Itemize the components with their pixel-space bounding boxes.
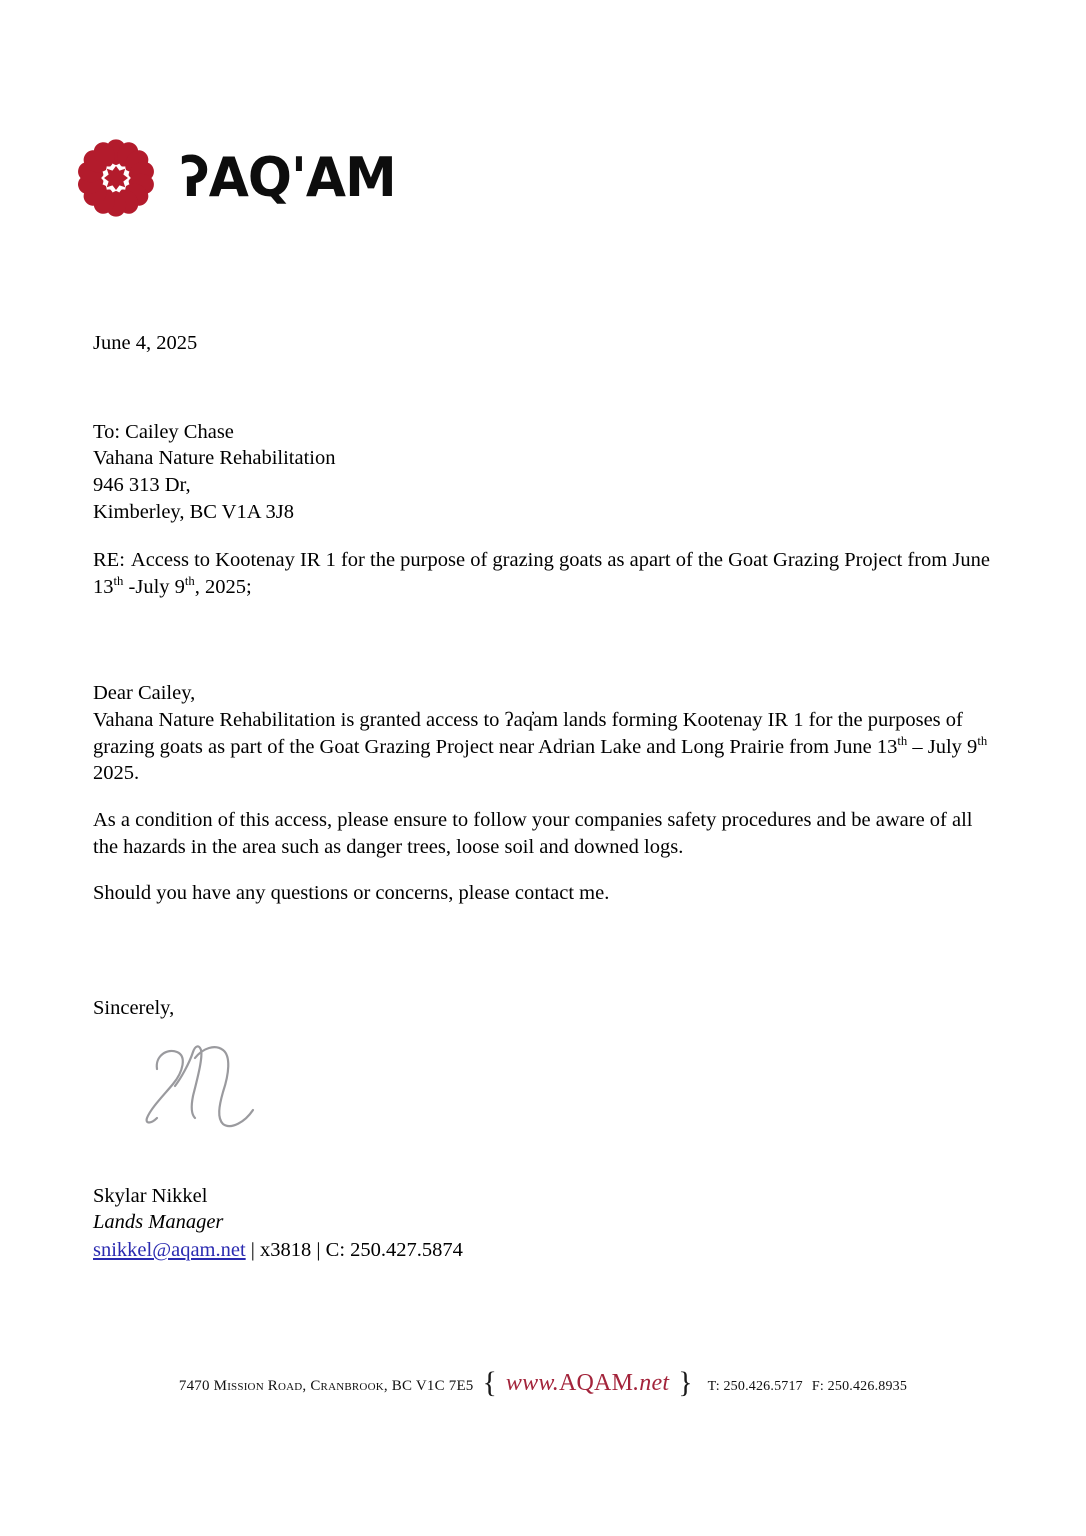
paragraph1-part1: Vahana Nature Rehabilitation is granted access to ʔaq̓am lands forming Kootenay IR 1 for the purposes of grazing goats as part of the Goat Grazing Project near Adrian Lake and Long Prairie from June 13 <box>93 709 963 758</box>
handwritten-signature-icon <box>137 1034 287 1139</box>
contact-separator-1: | <box>245 1238 261 1261</box>
aqam-flower-logo-icon <box>70 132 162 224</box>
footer-fax: F: 250.426.8935 <box>811 1379 908 1394</box>
body-paragraph-2: As a condition of this access, please ensure to follow your companies safety procedures and be aware of all the hazards in the area such as danger trees, loose soil and downed logs. <box>93 809 973 858</box>
re-text-part1: Access to Kootenay IR 1 for the purpose of grazing goats as apart of the Goat Grazing Project from June 13 <box>93 549 990 598</box>
paragraph1-superscript-2: th <box>977 733 988 748</box>
salutation: Dear Cailey, <box>93 682 196 705</box>
closing-line: Sincerely, <box>93 996 175 1019</box>
re-text-part3: , 2025; <box>194 575 252 598</box>
contact-separator-2: | <box>311 1238 326 1261</box>
signer-extension: x3818 <box>260 1238 312 1261</box>
letterhead <box>70 132 405 224</box>
re-text-part2: -July 9 <box>123 575 185 598</box>
signature-block <box>93 1183 996 1264</box>
url-tld: .net <box>633 1370 670 1396</box>
signer-email-link[interactable]: snikkel@aqam.net <box>93 1238 246 1261</box>
recipient-organization: Vahana Nature Rehabilitation <box>93 447 336 470</box>
body-paragraph-1 <box>93 707 996 787</box>
re-label: RE: <box>93 549 125 572</box>
footer-contact-numbers <box>708 1379 907 1395</box>
paragraph1-part3: 2025. <box>93 762 140 785</box>
signer-cell: C: 250.427.5874 <box>325 1238 463 1261</box>
page-footer: 7470 Mission Road, Cranbrook, BC V1C 7E5 { www.AQAM.net } T: 250.426.5717 F: 250.426.8935 <box>178 1366 908 1399</box>
re-superscript-2: th <box>184 574 195 589</box>
letter-date: June 4, 2025 <box>93 332 198 354</box>
footer-website-url[interactable] <box>506 1370 669 1397</box>
recipient-name: To: Cailey Chase <box>93 420 234 443</box>
footer-address: 7470 Mission Road, Cranbrook, BC V1C 7E5 <box>178 1378 474 1394</box>
paragraph1-part2: – July 9 <box>907 735 978 758</box>
aqam-wordmark: ʔAQ'AM <box>180 146 396 209</box>
body-paragraph-3: Should you have any questions or concerns, please contact me. <box>93 882 610 905</box>
url-www: www. <box>505 1370 559 1396</box>
letter-body <box>93 330 996 1264</box>
recipient-city: Kimberley, BC V1A 3J8 <box>93 500 295 523</box>
signer-name: Skylar Nikkel <box>93 1184 208 1207</box>
re-subject-line <box>93 547 996 600</box>
paragraph1-superscript-1: th <box>897 733 908 748</box>
signer-contact-line <box>93 1237 996 1264</box>
url-domain: AQAM <box>558 1370 634 1396</box>
recipient-street: 946 313 Dr, <box>93 473 191 496</box>
re-superscript-1: th <box>113 574 124 589</box>
signer-title: Lands Manager <box>93 1211 224 1234</box>
recipient-address-block <box>93 419 996 526</box>
footer-phone: T: 250.426.5717 <box>707 1379 803 1394</box>
